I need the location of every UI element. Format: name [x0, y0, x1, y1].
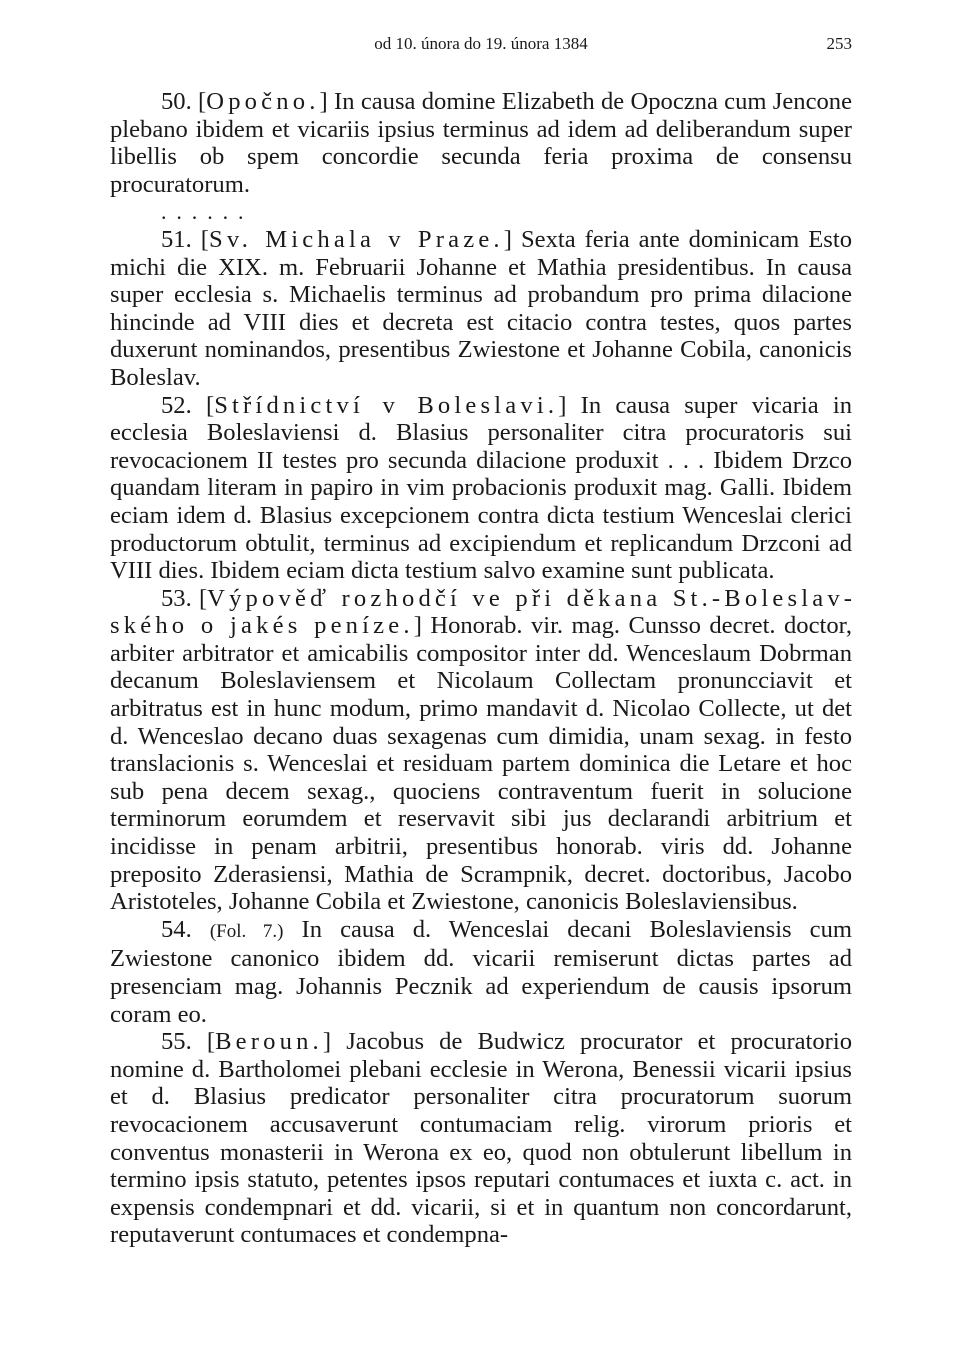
entry-50: 50. [Opočno.] In causa domine Elizabeth de Opoczna cum Jencone plebano ibidem et vicariis ipsius terminus ad idem ad deliberandum super libellis ob spem concordie secunda feria proxima de consensu procuratorum.	[110, 88, 853, 198]
entry-number: 50.	[161, 88, 192, 115]
entry-number: 52.	[161, 391, 192, 419]
session-date-line: Esto michi die XIX. m. Februarii Johanne et Mathia presidentibus.	[110, 225, 853, 281]
place-heading: Sv. Michala v Praze.	[208, 225, 504, 253]
entry-number: 53.	[161, 584, 192, 612]
running-header	[110, 34, 852, 58]
place-heading: Výpověď rozhodčí ve při děkana St.-Boleslavského o jakés peníze.	[110, 584, 852, 640]
entry-text: In causa domine Elizabeth de Opoczna cum Jencone plebano ibidem et vicariis ipsius terminus ad idem ad deliberandum super libellis ob spem concordie secunda feria proxima de consensu procuratorum.	[110, 88, 853, 198]
place-heading: Střídnictví v Boleslavi.	[214, 391, 559, 419]
folio-marker: (Fol. 7.)	[209, 920, 284, 942]
omission-dots: ......	[161, 199, 254, 225]
entry-lead-text: Sexta feria ante dominicam	[520, 225, 800, 253]
entry-text: In causa d. Wenceslai decani Boleslaviensis cum Zwiestone canonico ibidem dd. vicarii remiserunt dictas partes ad presenciam mag. Johannis Pecznik ad experiendum de causis ipsorum coram eo.	[110, 915, 852, 1028]
entry-text: Honorab. vir. mag. Cunsso decret. doctor, arbiter arbitrator et amicabilis compositor inter dd. Wenceslaum Dobrman decanum Boleslaviensem et Nicolaum Collectam pronuncciavit et arbitratus est in hunc modum, primo mandavit d. Nicolao Collecte, ut det d. Wenceslao decano duas sexagenas cum dimidia, unam sexag. in festo translacionis s. Wenceslai et residuam partem dominica die Letare et hoc sub pena decem sexag., quociens contraventum fuerit in solucione terminorum eorumdem et reservavit sibi jus declarandi arbitrium et incidisse in penam arbitrii, presentibus honorab. viris dd. Johanne preposito Zderasiensi, Mathia de Scrampnik, decret. doctoribus, Jacobo Aristoteles, Johanne Cobila et Zwiestone, canonicis Boleslaviensibus.	[110, 612, 852, 916]
entry-text: Jacobus de Budwicz procurator et procuratorio nomine d. Bartholomei plebani ecclesie in Werona, Benessii vicarii ipsius et d. Blasius predicator personaliter citra procuratorum suorum revocacionem accusaverunt contumaciam relig. virorum prioris et conventus monasterii in Werona ex eo, quod non obtulerunt libellum in termino ipsis statuto, petentes ipsos reputari contumaces et iuxta c. act. in expensis condempnari et dd. vicarii, si et in quantum non concordarunt, reputaverunt contumaces et condempna-	[110, 1028, 853, 1249]
place-heading: Opočno.	[206, 88, 320, 115]
entry-number: 51.	[161, 225, 192, 253]
place-heading: Beroun.	[215, 1028, 323, 1056]
entry-55: 55. [Beroun.] Jacobus de Budwicz procurator et procuratorio nomine d. Bartholomei plebani ecclesie in Werona, Benessii vicarii ipsius et d. Blasius predicator personaliter citra procuratorum suorum revocacionem accusaverunt contumaciam relig. virorum prioris et conventus monasterii in Werona ex eo, quod non obtulerunt libellum in termino ipsis statuto, petentes ipsos reputari contumaces et iuxta c. act. in expensis condempnari et dd. vicarii, si et in quantum non concordarunt, reputaverunt contumaces et condempna-	[110, 1028, 853, 1249]
entry-text: In causa super ecclesia s. Michaelis terminus ad probandum pro prima dilacione hincinde ad VIII dies et decreta est citacio contra testes, quos partes duxerunt nominandos, presentibus Zwiestone et Johanne Cobila, canonicis Boleslav.	[110, 253, 852, 391]
entry-number: 54.	[161, 915, 192, 943]
entry-number: 55.	[161, 1028, 192, 1056]
running-header-title: od 10. února do 19. února 1384	[374, 34, 588, 53]
entry-51: 51. [Sv. Michala v Praze.] Sexta feria ante dominicam Esto michi die XIX. m. Februarii Johanne et Mathia presidentibus. In causa super ecclesia s. Michaelis terminus ad probandum pro prima dilacione hincinde ad VIII dies et decreta est citacio contra testes, quos partes duxerunt nominandos, presentibus Zwiestone et Johanne Cobila, canonicis Boleslav.	[110, 225, 853, 391]
page-number: 253	[826, 34, 852, 53]
entry-52: 52. [Střídnictví v Boleslavi.] In causa super vicaria in ecclesia Boleslaviensi d. Blasius personaliter citra procuratoris sui revocacionem II testes pro secunda dilacione produxit . . . Ibidem Drzco quandam literam in papiro in vim probacionis produxit mag. Galli. Ibidem eciam idem d. Blasius excepcionem contra dicta testium Wenceslai clerici productorum obtulit, terminus ad excipiendum et replicandum Drzconi ad VIII dies. Ibidem eciam dicta testium salvo examine sunt publicata.	[110, 391, 853, 585]
entry-54	[110, 916, 852, 1028]
entry-text: In causa super vicaria in ecclesia Boleslaviensi d. Blasius personaliter citra procuratoris sui revocacionem II testes pro secunda dilacione produxit . . . Ibidem Drzco quandam literam in papiro in vim probacionis produxit mag. Galli. Ibidem eciam idem d. Blasius excepcionem contra dicta testium Wenceslai clerici productorum obtulit, terminus ad excipiendum et replicandum Drzconi ad VIII dies. Ibidem eciam dicta testium salvo examine sunt publicata.	[110, 391, 853, 585]
entry-53: 53. [Výpověď rozhodčí ve při děkana St.-Boleslavského o jakés peníze.] Honorab. vir. mag. Cunsso decret. doctor, arbiter arbitrator et amicabilis compositor inter dd. Wenceslaum Dobrman decanum Boleslaviensem et Nicolaum Collectam pronuncciavit et arbitratus est in hunc modum, primo mandavit d. Nicolao Collecte, ut det d. Wenceslao decano duas sexagenas cum dimidia, unam sexag. in festo translacionis s. Wenceslai et residuam partem dominica die Letare et hoc sub pena decem sexag., quociens contraventum fuerit in solucione terminorum eorumdem et reservavit sibi jus declarandi arbitrium et incidisse in penam arbitrii, presentibus honorab. viris dd. Johanne preposito Zderasiensi, Mathia de Scrampnik, decret. doctoribus, Jacobo Aristoteles, Johanne Cobila et Zwiestone, canonicis Boleslaviensibus.	[110, 584, 852, 916]
document-body	[110, 88, 852, 1249]
